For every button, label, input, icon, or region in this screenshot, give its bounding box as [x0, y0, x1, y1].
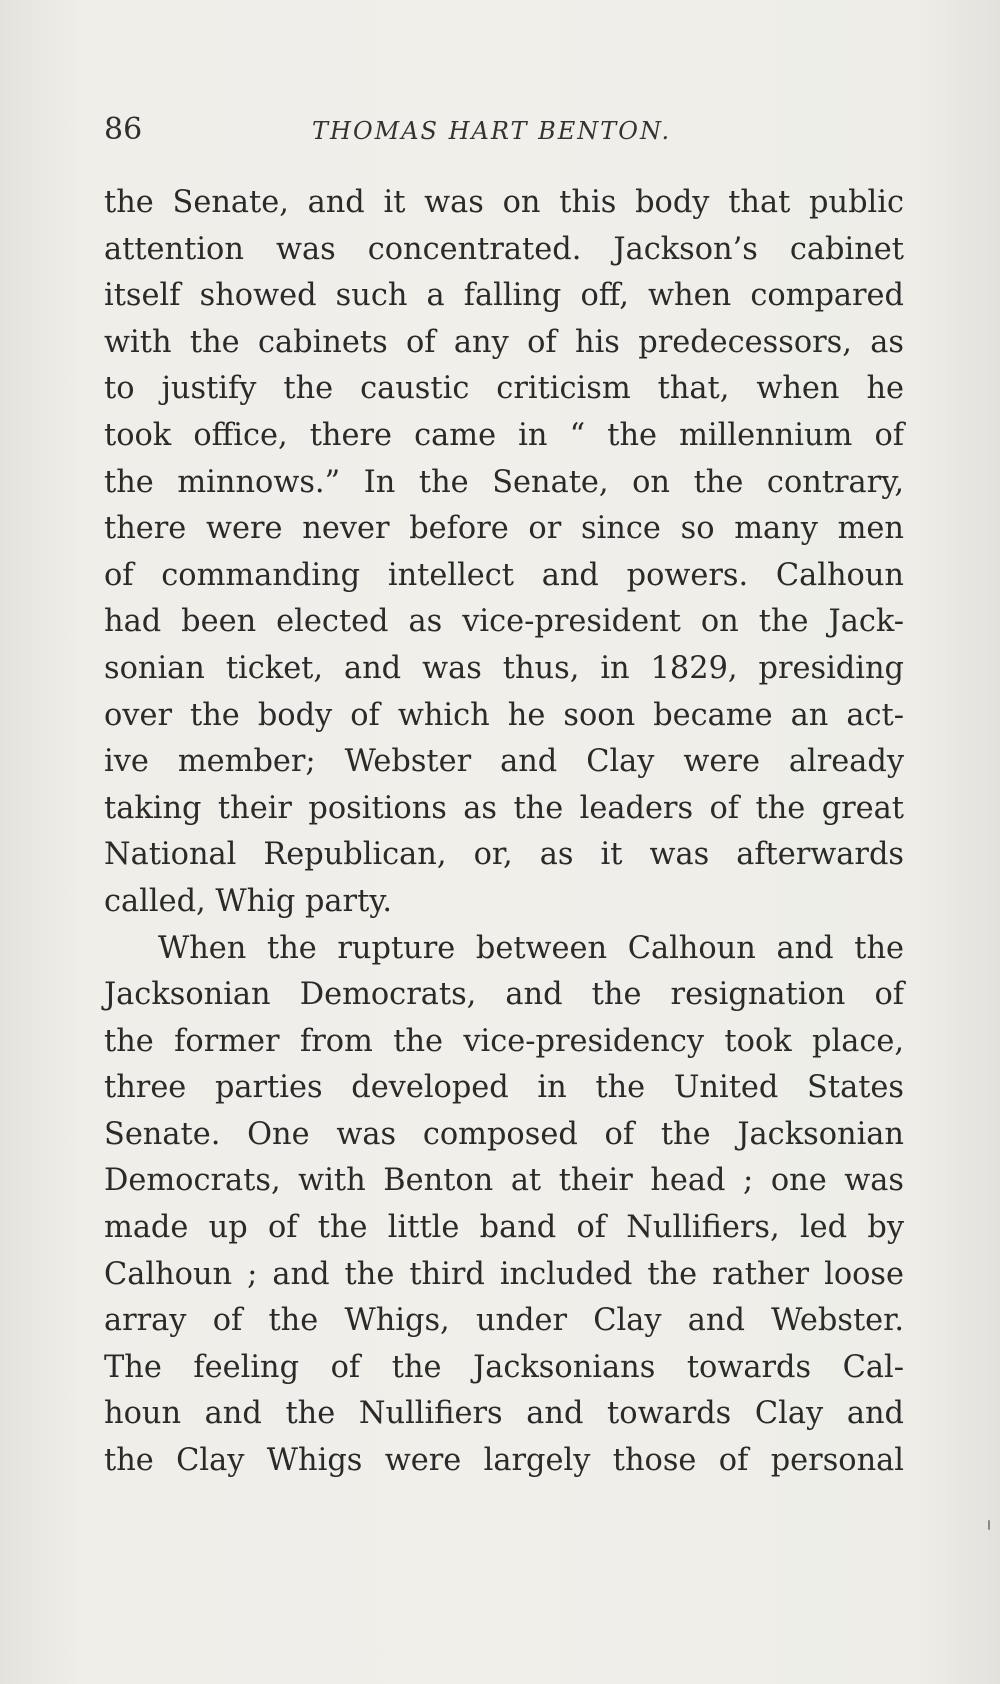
text-line: The feeling of the Jacksonians towards Cal- [104, 1349, 904, 1385]
running-title: THOMAS HART BENTON. [312, 117, 672, 145]
text-line: the Clay Whigs were largely those of personal [104, 1443, 904, 1479]
text-line: to justify the caustic criticism that, when he [104, 371, 904, 407]
body-text [104, 180, 904, 1485]
text-line: had been elected as vice-president on the Jack- [104, 604, 904, 640]
text-line: Jacksonian Democrats, and the resignation of [104, 977, 904, 1013]
text-line: made up of the little band of Nullifiers, led by [104, 1210, 904, 1246]
text-line: Democrats, with Benton at their head ; one was [104, 1163, 904, 1199]
text-line: houn and the Nullifiers and towards Clay and [104, 1396, 904, 1432]
text-line: the minnows.” In the Senate, on the contrary, [104, 464, 904, 500]
text-line: Calhoun ; and the third included the rather loose [104, 1256, 904, 1292]
text-line: taking their positions as the leaders of the great [104, 790, 904, 826]
text-line: array of the Whigs, under Clay and Webster. [104, 1303, 904, 1339]
text-line: there were never before or since so many men [104, 511, 904, 547]
text-line: with the cabinets of any of his predecessors, as [104, 324, 904, 360]
text-line: the Senate, and it was on this body that public [104, 185, 904, 220]
page-header [104, 112, 904, 152]
text-line: itself showed such a falling off, when compared [104, 278, 904, 314]
text-line: ive member; Webster and Clay were already [104, 744, 904, 780]
text-line: the former from the vice-presidency took place, [104, 1023, 904, 1059]
text-line: Senate. One was composed of the Jacksonian [104, 1116, 904, 1152]
paragraph-2 [104, 926, 904, 1485]
text-line: over the body of which he soon became an act- [104, 697, 904, 733]
paper-speck [988, 1520, 990, 1530]
text-line: National Republican, or, as it was afterwards [104, 837, 904, 873]
text-line: sonian ticket, and was thus, in 1829, presiding [104, 650, 904, 686]
text-line: took office, there came in “ the millennium of [104, 417, 904, 453]
text-line: called, Whig party. [104, 883, 393, 919]
text-line: three parties developed in the United States [104, 1070, 904, 1106]
page-number: 86 [104, 112, 143, 147]
paragraph-1 [104, 180, 904, 926]
text-line: attention was concentrated. Jackson’s cabinet [104, 231, 904, 267]
text-line: of commanding intellect and powers. Calhoun [104, 557, 904, 593]
text-line: When the rupture between Calhoun and the [158, 930, 904, 966]
